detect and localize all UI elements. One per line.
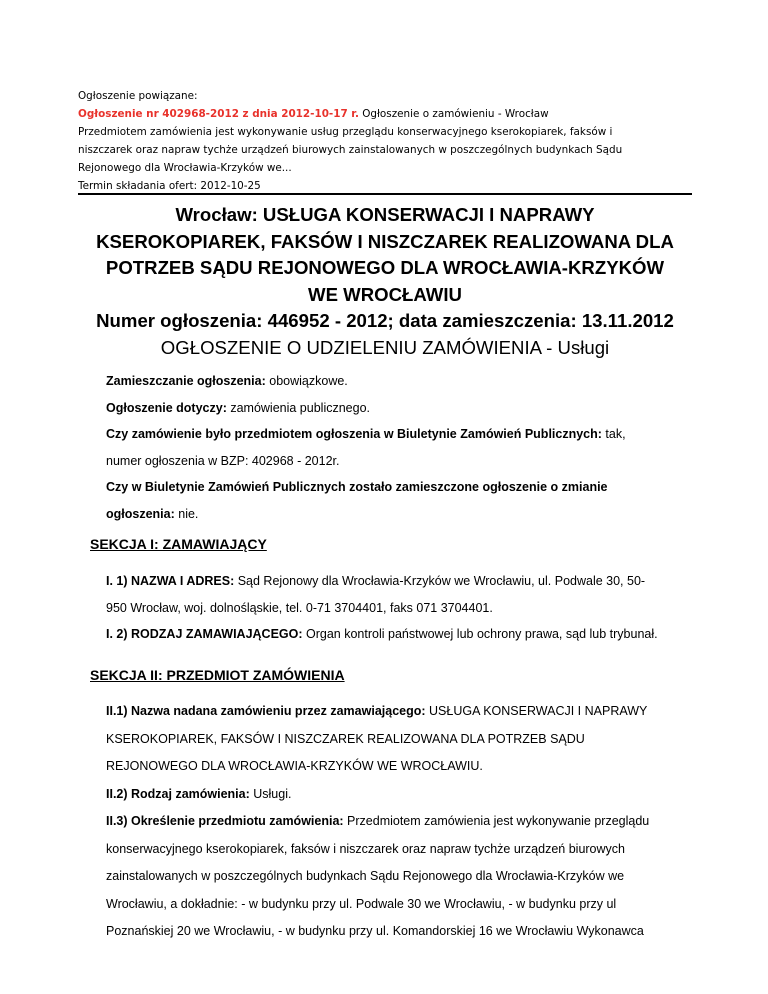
info-line5 [106, 474, 706, 501]
section2-p3-cont4: Poznańskiej 20 we Wrocławiu, - w budynku przy ul. Komandorskiej 16 we Wrocławiu Wykonawca [106, 924, 644, 938]
info-line3-label: Czy zamówienie było przedmiotem ogłoszenia w Biuletynie Zamówień Publicznych: [106, 427, 602, 441]
section1-p1-label: I. 1) NAZWA I ADRES: [106, 574, 235, 588]
info-line2-value: zamówienia publicznego. [226, 400, 370, 415]
related-summary-line2: Przedmiotem zamówienia jest wykonywanie usług przeglądu konserwacyjnego kserokopiarek, faksów i [78, 126, 613, 138]
section1-p2-label: I. 2) RODZAJ ZAMAWIAJĄCEGO: [106, 627, 303, 641]
section2-p1-value: USŁUGA KONSERWACJI I NAPRAWY [425, 704, 648, 718]
section2-p3-cont3: Wrocławiu, a dokładnie: - w budynku przy ul. Podwale 30 we Wrocławiu, - w budynku przy ul [106, 896, 617, 911]
section1-heading: SEKCJA I: ZAMAWIAJĄCY [90, 536, 267, 552]
title-line4: WE WROCŁAWIU [308, 283, 462, 305]
section2-p2-value: Usługi. [249, 786, 292, 801]
info-line1 [106, 368, 706, 395]
related-notice [78, 87, 698, 195]
info-line6 [106, 501, 706, 528]
document-title [90, 202, 680, 361]
section1-p2-value: Organ kontroli państwowej lub ochrony prawa, sąd lub trybunał. [302, 627, 658, 641]
section2-p3 [106, 808, 706, 836]
section2-p3-label: II.3) Określenie przedmiotu zamówienia: [106, 814, 344, 828]
section2-p2-label: II.2) Rodzaj zamówienia: [106, 786, 250, 801]
title-line1: Wrocław: USŁUGA KONSERWACJI I NAPRAWY [175, 204, 595, 225]
section2-p1-cont1: KSEROKOPIAREK, FAKSÓW I NISZCZAREK REALIZOWANA DLA POTRZEB SĄDU [106, 731, 585, 746]
info-line1-label: Zamieszczanie ogłoszenia: [106, 374, 266, 388]
section1-p1-value: Sąd Rejonowy dla Wrocławia-Krzyków we Wrocławiu, ul. Podwale 30, 50- [234, 574, 646, 588]
notice-number-line: Numer ogłoszenia: 446952 - 2012; data zamieszczenia: 13.11.2012 [96, 310, 674, 331]
section2-p1-cont2: REJONOWEGO DLA WROCŁAWIA-KRZYKÓW WE WROCŁAWIU. [106, 759, 483, 773]
notice-info [106, 368, 706, 527]
info-line4: numer ogłoszenia w BZP: 402968 - 2012r. [106, 453, 340, 468]
title-line3: POTRZEB SĄDU REJONOWEGO DLA WROCŁAWIA-KRZYKÓW [105, 257, 665, 278]
section2-p3-cont1: konserwacyjnego kserokopiarek, faksów i niszczarek oraz napraw tychże urządzeń biurowych [106, 841, 625, 856]
section2-p1 [106, 698, 706, 726]
section2-p3-cont2: zainstalowanych w poszczególnych budynkach Sądu Rejonowego dla Wrocławia-Krzyków we [106, 869, 625, 883]
info-line6-label: ogłoszenia: [106, 506, 175, 521]
title-line2: KSEROKOPIAREK, FAKSÓW I NISZCZAREK REALIZOWANA DLA [96, 230, 674, 252]
related-summary-line3: niszczarek oraz napraw tychże urządzeń biurowych zainstalowanych w poszczególnych budynkach Sądu [78, 144, 623, 156]
section2-p2 [106, 781, 706, 809]
related-summary-first-line [78, 105, 698, 123]
section1-p2 [106, 621, 706, 648]
info-line5-label: Czy w Biuletynie Zamówień Publicznych zostało zamieszczone ogłoszenie o zmianie [106, 480, 608, 494]
section2-heading: SEKCJA II: PRZEDMIOT ZAMÓWIENIA [90, 667, 345, 683]
section2-p1-label: II.1) Nazwa nadana zamówieniu przez zamawiającego: [106, 704, 426, 718]
section1-body [106, 568, 706, 648]
info-line1-value: obowiązkowe. [265, 374, 348, 388]
related-deadline: Termin składania ofert: 2012-10-25 [78, 180, 261, 192]
related-summary-line1: Ogłoszenie o zamówieniu - Wrocław [358, 108, 549, 120]
horizontal-divider [78, 193, 692, 195]
related-summary-line4: Rejonowego dla Wrocławia-Krzyków we... [78, 162, 292, 174]
section2-p3-value: Przedmiotem zamówienia jest wykonywanie przeglądu [343, 814, 650, 828]
related-notice-link[interactable]: Ogłoszenie nr 402968-2012 z dnia 2012-10-17 r. [78, 108, 359, 120]
notice-type-line: OGŁOSZENIE O UDZIELENIU ZAMÓWIENIA - Usługi [160, 336, 610, 358]
section1-p1-cont: 950 Wrocław, woj. dolnośląskie, tel. 0-71 3704401, faks 071 3704401. [106, 600, 493, 615]
info-line3 [106, 421, 706, 448]
info-line2-label: Ogłoszenie dotyczy: [106, 400, 227, 415]
related-heading: Ogłoszenie powiązane: [78, 90, 198, 102]
info-line6-value: nie. [174, 506, 199, 521]
info-line2 [106, 395, 706, 422]
section1-p1 [106, 568, 706, 595]
section2-body [106, 698, 706, 946]
info-line3-value: tak, [601, 427, 626, 441]
